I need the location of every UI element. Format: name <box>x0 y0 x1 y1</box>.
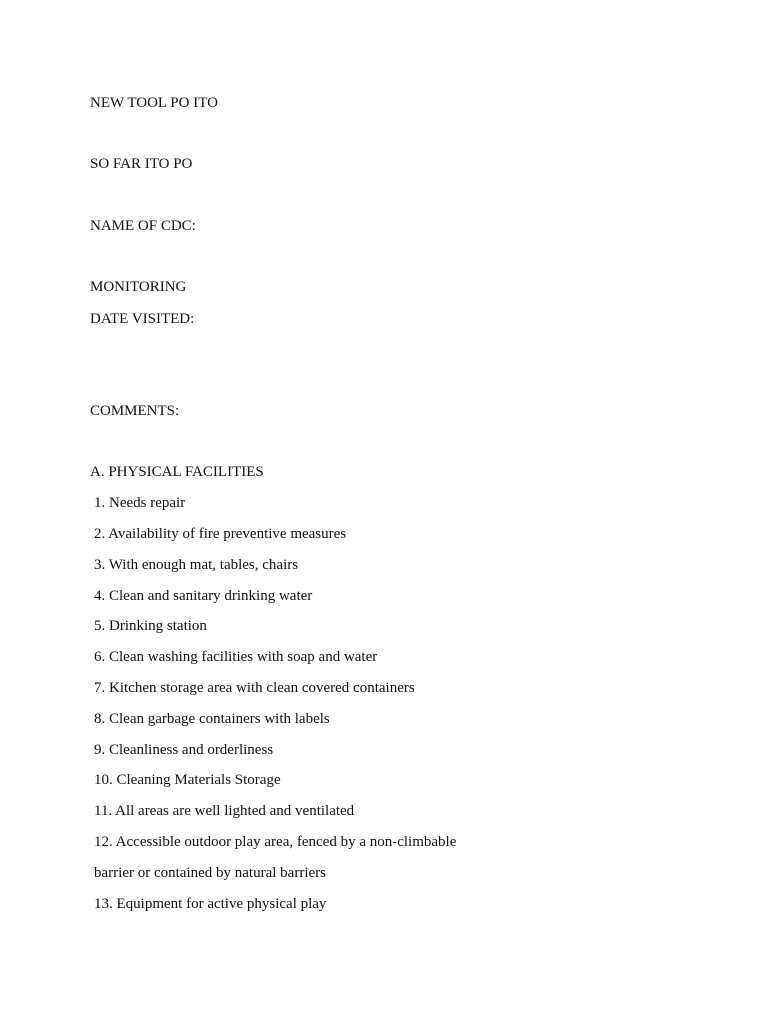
list-item: 6. Clean washing facilities with soap and water <box>94 649 378 665</box>
list-item: 2. Availability of fire preventive measures <box>94 526 347 542</box>
list-item: 3. With enough mat, tables, chairs <box>94 557 299 573</box>
section-a-title: A. PHYSICAL FACILITIES <box>90 464 264 480</box>
date-visited-label: DATE VISITED: <box>90 311 195 327</box>
comments-label: COMMENTS: <box>90 403 180 419</box>
list-item: 11. All areas are well lighted and ventilated <box>94 803 355 819</box>
list-item: 1. Needs repair <box>94 495 186 511</box>
list-item: 10. Cleaning Materials Storage <box>94 772 281 788</box>
header-line-1: NEW TOOL PO ITO <box>90 95 218 111</box>
list-item: 8. Clean garbage containers with labels <box>94 711 330 727</box>
monitoring-label: MONITORING <box>90 279 187 295</box>
list-item: 13. Equipment for active physical play <box>94 896 327 912</box>
list-item: 12. Accessible outdoor play area, fenced by a non-climbable <box>94 834 457 850</box>
cdc-name-label: NAME OF CDC: <box>90 218 196 234</box>
list-item: 9. Cleanliness and orderliness <box>94 742 274 758</box>
list-item: 4. Clean and sanitary drinking water <box>94 588 313 604</box>
list-item-continuation: barrier or contained by natural barriers <box>94 865 326 881</box>
header-line-2: SO FAR ITO PO <box>90 156 193 172</box>
list-item: 7. Kitchen storage area with clean covered containers <box>94 680 415 696</box>
list-item: 5. Drinking station <box>94 618 207 634</box>
